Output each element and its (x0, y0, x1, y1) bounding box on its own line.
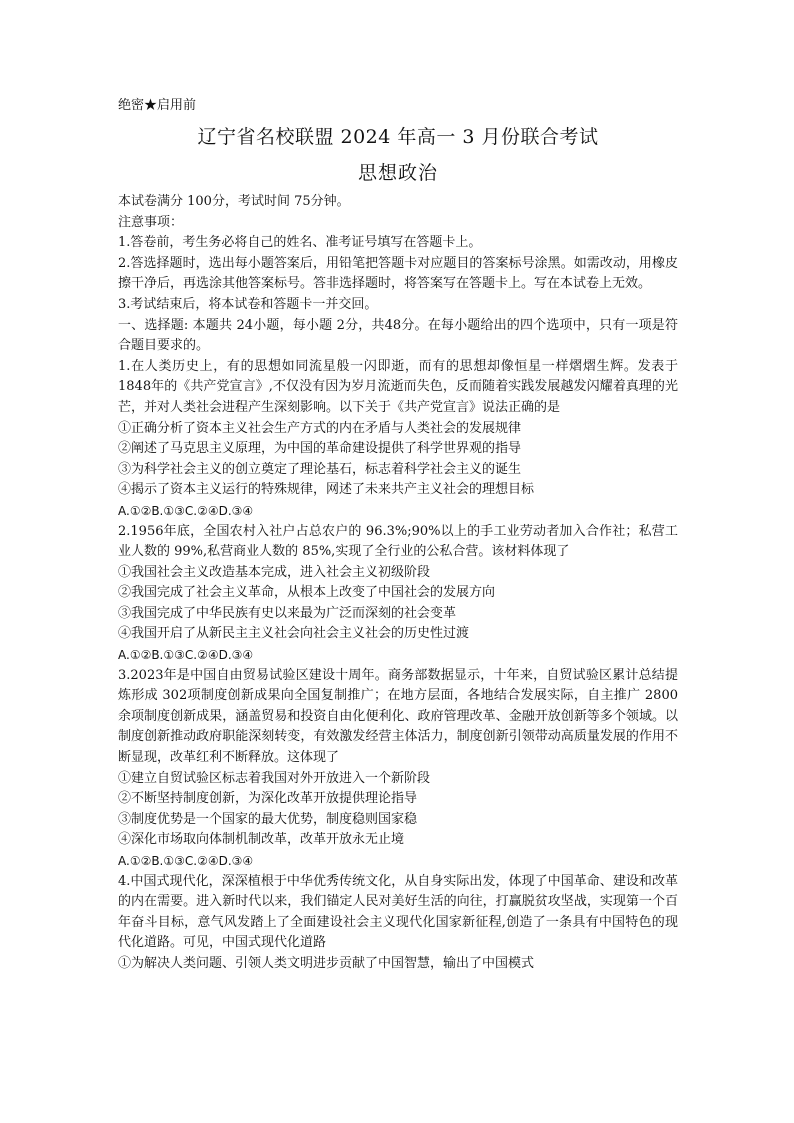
question-1 (118, 357, 678, 522)
question-option: ④深化市场取向体制机制改革，改革开放永无止境 (118, 832, 405, 848)
answer-choices: A.①②B.①③C.②④D.③④ (118, 503, 254, 518)
question-option: ②我国完成了社会主义革命，从根本上改变了中国社会的发展方向 (118, 585, 496, 601)
question-option: ①我国社会主义改造基本完成，进入社会主义初级阶段 (118, 564, 431, 580)
section-heading: 一、选择题: 本题共 24小题，每小题 2分，共48分。在每小题给出的四个选项中，只有一项是符合题目要求的。 (118, 317, 678, 354)
question-option: ④我国开启了从新民主主义社会向社会主义社会的历史性过渡 (118, 626, 470, 642)
question-option: ①为解决人类问题、引领人类文明进步贡献了中国智慧，输出了中国模式 (118, 955, 535, 971)
question-option: ①正确分析了资本主义社会生产方式的内在矛盾与人类社会的发展规律 (118, 420, 522, 436)
answer-choices: A.①②B.①③C.②④D.③④ (118, 854, 254, 868)
question-option: ④揭示了资本主义运行的特殊规律，网述了未来共产主义社会的理想目标 (118, 482, 535, 498)
exam-page (118, 96, 678, 975)
notice-item-1: 1.答卷前，考生务必将自己的姓名、准考证号填写在答题卡上。 (118, 235, 482, 251)
score-time-note: 本试卷满分 100分，考试时间 75分钟。 (118, 194, 350, 209)
secret-mark: 绝密★启用前 (118, 98, 197, 113)
question-option: ③我国完成了中华民族有史以来最为广泛而深刻的社会变革 (118, 605, 457, 621)
question-4 (118, 872, 678, 975)
notice-item-2: 2.答选择题时，选出每小题答案后，用铅笔把答题卡对应题目的答案标号涂黑。如需改动，用橡皮擦干净后，再选涂其他答案标号。答非选择题时，将答案写在答题卡上。写在本试卷上无效。 (118, 255, 678, 292)
question-stem: 3.2023年是中国自由贸易试验区建设十周年。商务部数据显示，十年来，自贸试验区累计总结提炼形成 302项制度创新成果向全国复制推广；在地方层面，各地结合发展实际，自主推广 2800余项制度创新成果，涵盖贸易和投资自由化便利化、政府管理改革、金融开放创新等多个领域。以制度创新推动政府职能深刻转变，有效激发经营主体活力，制度创新引领带动高质量发展的作用不断显现，改革红利不断释放。这体现了 (118, 667, 678, 766)
exam-title: 辽宁省名校联盟 2024 年高一 3 月份联合考试 (197, 126, 599, 148)
question-option: ②阐述了马克思主义原理，为中国的革命建设提供了科学世界观的指导 (118, 441, 522, 457)
question-option: ③为科学社会主义的创立奠定了理论基石，标志着科学社会主义的诞生 (118, 461, 522, 477)
question-stem: 2.1956年底，全国农村入社户占总农户的 96.3%;90%以上的手工业劳动者加入合作社；私营工业人数的 99%,私营商业人数的 85%,实现了全行业的公私合营。该材料体现了 (118, 523, 678, 560)
notice-item-3: 3.考试结束后，将本试卷和答题卡一并交回。 (118, 296, 378, 312)
question-option: ①建立自贸试验区标志着我国对外开放进入一个新阶段 (118, 770, 431, 786)
answer-choices: A.①②B.①③C.②④D.③④ (118, 648, 254, 663)
notice-title: 注意事项： (118, 214, 184, 230)
question-stem: 1.在人类历史上，有的思想如同流星般一闪即逝，而有的思想却像恒星一样熠熠生辉。发表于 1848年的《共产党宣言》,不仅没有因为岁月流逝而失色，反而随着实践发展越发闪耀着真理的光芒，并对人类社会进程产生深刻影响。以下关于《共产党宣言》说法正确的是 (118, 358, 678, 415)
subject-title: 思想政治 (357, 162, 438, 184)
question-2 (118, 522, 678, 666)
question-option: ②不断坚持制度创新，为深化改革开放提供理论指导 (118, 791, 418, 807)
question-option: ③制度优势是一个国家的最大优势，制度稳则国家稳 (118, 811, 418, 827)
question-stem: 4.中国式现代化，深深植根于中华优秀传统文化，从自身实际出发，体现了中国革命、建设和改革的内在需要。进入新时代以来，我们锚定人民对美好生活的向往，打赢脱贫攻坚战，实现第一个百年奋斗目标，意气风发踏上了全面建设社会主义现代化国家新征程,创造了一条具有中国特色的现代化道路。可见，中国式现代化道路 (118, 873, 678, 951)
question-3 (118, 666, 678, 872)
